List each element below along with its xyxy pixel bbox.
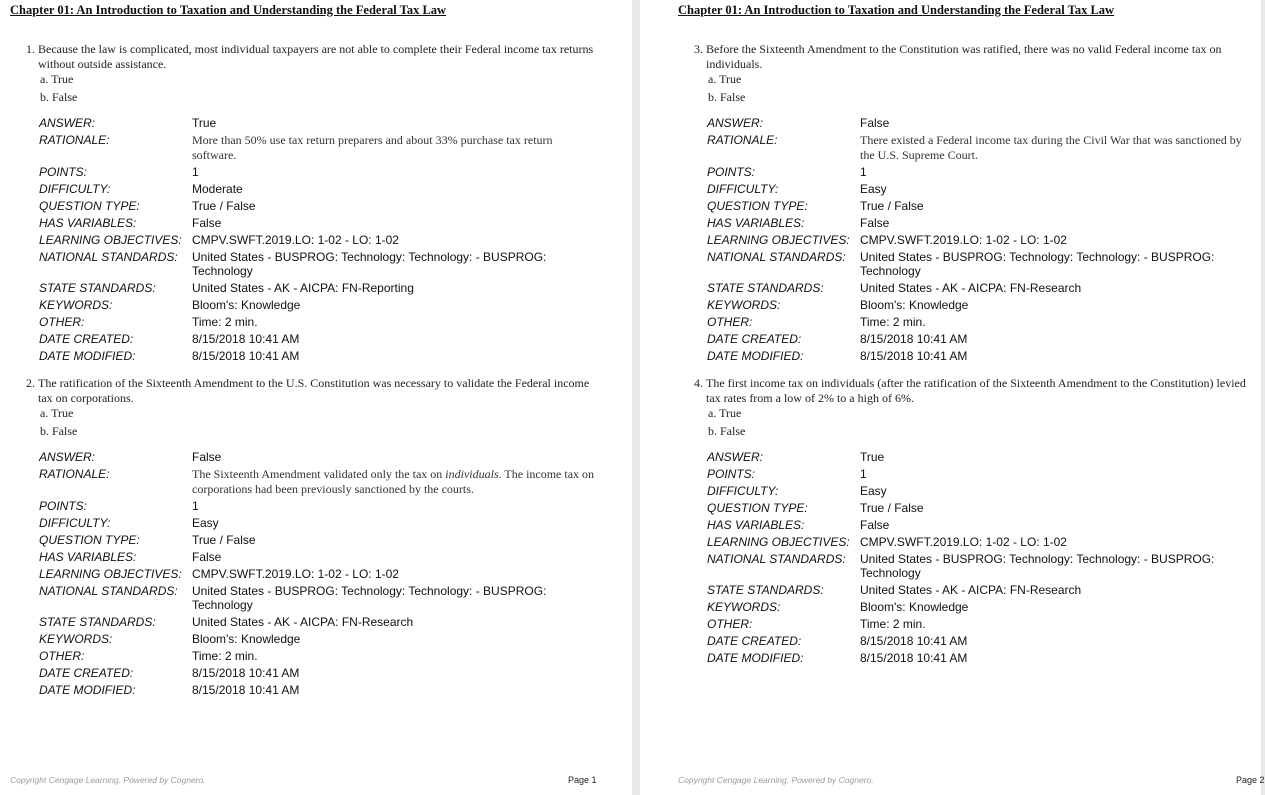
footer-page-number: Page 2 xyxy=(1236,775,1265,785)
choice-false: b. False xyxy=(40,424,78,438)
question-stem xyxy=(26,42,596,71)
keywords-value: Bloom's: Knowledge xyxy=(860,600,969,614)
choice-false: b. False xyxy=(708,90,746,104)
national-standards-value: United States - BUSPROG: Technology: Technology: - BUSPROG: Technology xyxy=(192,584,547,612)
keywords-value: Bloom's: Knowledge xyxy=(192,298,301,312)
national-standards-row xyxy=(707,250,1258,278)
question-type-value: True / False xyxy=(860,501,924,515)
has-variables-label: HAS VARIABLES: xyxy=(39,550,137,564)
rationale-value: More than 50% use tax return preparers and about 33% purchase tax return software. xyxy=(192,133,553,162)
state-standards-value: United States - AK - AICPA: FN-Reporting xyxy=(192,281,414,295)
question-metadata xyxy=(26,116,596,363)
has-variables-value: False xyxy=(860,216,890,230)
answer-value: False xyxy=(192,450,222,464)
points-label: POINTS: xyxy=(39,165,88,179)
date-created-label: DATE CREATED: xyxy=(707,332,802,346)
other-label: OTHER: xyxy=(39,315,85,329)
other-value: Time: 2 min. xyxy=(860,617,926,631)
answer-label: ANSWER: xyxy=(707,450,764,464)
keywords-row xyxy=(707,600,1258,614)
has-variables-row xyxy=(39,550,596,564)
question-type-label: QUESTION TYPE: xyxy=(707,501,808,515)
question-type-label: QUESTION TYPE: xyxy=(39,533,140,547)
state-standards-value: United States - AK - AICPA: FN-Research xyxy=(192,615,414,629)
answer-row xyxy=(39,116,596,130)
points-value: 1 xyxy=(860,165,867,179)
state-standards-row xyxy=(707,583,1258,597)
answer-value: True xyxy=(192,116,217,130)
document-page-1 xyxy=(0,0,632,795)
difficulty-label: DIFFICULTY: xyxy=(39,516,111,530)
keywords-row xyxy=(39,632,596,646)
has-variables-row xyxy=(707,216,1258,230)
difficulty-label: DIFFICULTY: xyxy=(707,484,779,498)
answer-label: ANSWER: xyxy=(39,450,96,464)
difficulty-value: Easy xyxy=(192,516,219,530)
question-text: The first income tax on individuals (after the ratification of the Sixteenth Amendment to the Constitution) levied tax rates from a low of 2% to a high of 6%. xyxy=(706,376,1246,405)
national-standards-row xyxy=(707,552,1258,580)
difficulty-label: DIFFICULTY: xyxy=(39,182,111,196)
national-standards-label: NATIONAL STANDARDS: xyxy=(707,552,846,566)
has-variables-value: False xyxy=(860,518,890,532)
points-row xyxy=(707,467,1258,481)
points-value: 1 xyxy=(192,165,199,179)
has-variables-value: False xyxy=(192,216,222,230)
question-4 xyxy=(694,376,1258,668)
choice-false: b. False xyxy=(40,90,78,104)
question-metadata xyxy=(694,116,1258,363)
national-standards-value: United States - BUSPROG: Technology: Technology: - BUSPROG: Technology xyxy=(860,250,1215,278)
question-type-row xyxy=(39,199,596,213)
choice-false: b. False xyxy=(708,424,746,438)
keywords-value: Bloom's: Knowledge xyxy=(192,632,301,646)
keywords-label: KEYWORDS: xyxy=(39,298,113,312)
keywords-label: KEYWORDS: xyxy=(39,632,113,646)
other-label: OTHER: xyxy=(707,617,753,631)
rationale-emphasis: individuals xyxy=(445,467,499,481)
other-row xyxy=(707,617,1258,631)
learning-objectives-label: LEARNING OBJECTIVES: xyxy=(707,233,850,247)
date-modified-row xyxy=(39,349,596,363)
learning-objectives-value: CMPV.SWFT.2019.LO: 1-02 - LO: 1-02 xyxy=(192,233,399,247)
points-label: POINTS: xyxy=(707,165,756,179)
national-standards-label: NATIONAL STANDARDS: xyxy=(39,584,178,598)
learning-objectives-label: LEARNING OBJECTIVES: xyxy=(39,567,182,581)
points-row xyxy=(707,165,1258,179)
footer-page-number: Page 1 xyxy=(568,775,597,785)
has-variables-row xyxy=(39,216,596,230)
state-standards-row xyxy=(707,281,1258,295)
state-standards-label: STATE STANDARDS: xyxy=(39,281,156,295)
national-standards-label: NATIONAL STANDARDS: xyxy=(39,250,178,264)
question-metadata xyxy=(26,450,596,697)
answer-row xyxy=(707,450,1258,464)
state-standards-value: United States - AK - AICPA: FN-Research xyxy=(860,281,1082,295)
choice-true: a. True xyxy=(40,406,74,420)
date-modified-value: 8/15/2018 10:41 AM xyxy=(860,651,968,665)
state-standards-label: STATE STANDARDS: xyxy=(707,583,824,597)
date-created-value: 8/15/2018 10:41 AM xyxy=(192,666,300,680)
question-type-label: QUESTION TYPE: xyxy=(39,199,140,213)
date-modified-label: DATE MODIFIED: xyxy=(39,349,136,363)
chapter-title: Chapter 01: An Introduction to Taxation and Understanding the Federal Tax Law xyxy=(10,3,447,17)
difficulty-value: Easy xyxy=(860,484,887,498)
state-standards-value: United States - AK - AICPA: FN-Research xyxy=(860,583,1082,597)
date-modified-label: DATE MODIFIED: xyxy=(707,349,804,363)
date-created-value: 8/15/2018 10:41 AM xyxy=(860,634,968,648)
question-number: 2. xyxy=(26,376,35,390)
learning-objectives-value: CMPV.SWFT.2019.LO: 1-02 - LO: 1-02 xyxy=(860,535,1067,549)
question-type-row xyxy=(707,199,1258,213)
difficulty-row xyxy=(707,182,1258,196)
question-type-value: True / False xyxy=(860,199,924,213)
points-label: POINTS: xyxy=(707,467,756,481)
keywords-row xyxy=(707,298,1258,312)
question-2 xyxy=(26,376,596,700)
points-value: 1 xyxy=(860,467,867,481)
other-value: Time: 2 min. xyxy=(192,649,258,663)
other-value: Time: 2 min. xyxy=(860,315,926,329)
points-label: POINTS: xyxy=(39,499,88,513)
date-modified-row xyxy=(707,651,1258,665)
date-modified-row xyxy=(707,349,1258,363)
learning-objectives-label: LEARNING OBJECTIVES: xyxy=(707,535,850,549)
date-created-label: DATE CREATED: xyxy=(707,634,802,648)
answer-value: True xyxy=(860,450,885,464)
choice-true: a. True xyxy=(40,72,74,86)
national-standards-label: NATIONAL STANDARDS: xyxy=(707,250,846,264)
learning-objectives-row xyxy=(39,233,596,247)
question-stem xyxy=(694,376,1258,405)
date-modified-row xyxy=(39,683,596,697)
difficulty-row xyxy=(707,484,1258,498)
has-variables-row xyxy=(707,518,1258,532)
national-standards-row xyxy=(39,250,596,278)
rationale-label: RATIONALE: xyxy=(39,133,110,147)
other-row xyxy=(39,649,596,663)
has-variables-label: HAS VARIABLES: xyxy=(707,216,805,230)
learning-objectives-label: LEARNING OBJECTIVES: xyxy=(39,233,182,247)
question-type-row xyxy=(39,533,596,547)
learning-objectives-value: CMPV.SWFT.2019.LO: 1-02 - LO: 1-02 xyxy=(860,233,1067,247)
document-page-2 xyxy=(640,0,1265,795)
question-stem xyxy=(26,376,596,405)
date-modified-label: DATE MODIFIED: xyxy=(707,651,804,665)
has-variables-label: HAS VARIABLES: xyxy=(39,216,137,230)
date-created-row xyxy=(707,634,1258,648)
choice-true: a. True xyxy=(708,406,742,420)
points-value: 1 xyxy=(192,499,199,513)
rationale-value: There existed a Federal income tax during the Civil War that was sanctioned by the U.S. Supreme Court. xyxy=(860,133,1242,162)
points-row xyxy=(39,499,596,513)
difficulty-value: Easy xyxy=(860,182,887,196)
date-modified-value: 8/15/2018 10:41 AM xyxy=(192,349,300,363)
learning-objectives-row xyxy=(707,233,1258,247)
date-modified-value: 8/15/2018 10:41 AM xyxy=(860,349,968,363)
rationale-label: RATIONALE: xyxy=(707,133,778,147)
footer-copyright: Copyright Cengage Learning. Powered by Cognero. xyxy=(678,775,874,785)
answer-value: False xyxy=(860,116,890,130)
question-3 xyxy=(694,42,1258,366)
difficulty-value: Moderate xyxy=(192,182,243,196)
question-stem xyxy=(694,42,1258,71)
state-standards-label: STATE STANDARDS: xyxy=(39,615,156,629)
question-type-label: QUESTION TYPE: xyxy=(707,199,808,213)
footer-copyright: Copyright Cengage Learning. Powered by Cognero. xyxy=(10,775,206,785)
date-created-row xyxy=(39,666,596,680)
date-created-row xyxy=(707,332,1258,346)
date-created-row xyxy=(39,332,596,346)
question-type-value: True / False xyxy=(192,199,256,213)
difficulty-row xyxy=(39,182,596,196)
rationale-text: The Sixteenth Amendment validated only the tax on xyxy=(192,467,446,481)
has-variables-label: HAS VARIABLES: xyxy=(707,518,805,532)
other-row xyxy=(39,315,596,329)
choice-true: a. True xyxy=(708,72,742,86)
other-row xyxy=(707,315,1258,329)
question-text: Because the law is complicated, most individual taxpayers are not able to complete their Federal income tax returns without outside assistance. xyxy=(38,42,594,71)
other-label: OTHER: xyxy=(707,315,753,329)
question-metadata xyxy=(694,450,1258,665)
date-modified-value: 8/15/2018 10:41 AM xyxy=(192,683,300,697)
national-standards-row xyxy=(39,584,596,612)
question-number: 4. xyxy=(694,376,703,390)
answer-row xyxy=(707,116,1258,130)
difficulty-row xyxy=(39,516,596,530)
date-created-value: 8/15/2018 10:41 AM xyxy=(860,332,968,346)
question-1 xyxy=(26,42,596,366)
answer-label: ANSWER: xyxy=(707,116,764,130)
question-number: 3. xyxy=(694,42,703,56)
learning-objectives-value: CMPV.SWFT.2019.LO: 1-02 - LO: 1-02 xyxy=(192,567,399,581)
points-row xyxy=(39,165,596,179)
other-value: Time: 2 min. xyxy=(192,315,258,329)
question-text: The ratification of the Sixteenth Amendment to the U.S. Constitution was necessary to validate the Federal income tax on corporations. xyxy=(38,376,590,405)
difficulty-label: DIFFICULTY: xyxy=(707,182,779,196)
date-created-label: DATE CREATED: xyxy=(39,666,134,680)
chapter-title: Chapter 01: An Introduction to Taxation and Understanding the Federal Tax Law xyxy=(678,3,1115,17)
rationale-value xyxy=(192,467,596,496)
other-label: OTHER: xyxy=(39,649,85,663)
answer-row xyxy=(39,450,596,464)
keywords-row xyxy=(39,298,596,312)
has-variables-value: False xyxy=(192,550,222,564)
question-number: 1. xyxy=(26,42,35,56)
learning-objectives-row xyxy=(39,567,596,581)
answer-label: ANSWER: xyxy=(39,116,96,130)
keywords-label: KEYWORDS: xyxy=(707,298,781,312)
state-standards-row xyxy=(39,615,596,629)
state-standards-label: STATE STANDARDS: xyxy=(707,281,824,295)
learning-objectives-row xyxy=(707,535,1258,549)
date-created-label: DATE CREATED: xyxy=(39,332,134,346)
national-standards-value: United States - BUSPROG: Technology: Technology: - BUSPROG: Technology xyxy=(860,552,1215,580)
state-standards-row xyxy=(39,281,596,295)
rationale-row xyxy=(707,133,1258,162)
national-standards-value: United States - BUSPROG: Technology: Technology: - BUSPROG: Technology xyxy=(192,250,547,278)
question-text: Before the Sixteenth Amendment to the Constitution was ratified, there was no valid Federal income tax on individuals. xyxy=(706,42,1222,71)
rationale-text-end: . The income tax on corporations had been previously sanctioned by the courts. xyxy=(192,467,595,496)
question-type-row xyxy=(707,501,1258,515)
keywords-value: Bloom's: Knowledge xyxy=(860,298,969,312)
keywords-label: KEYWORDS: xyxy=(707,600,781,614)
date-created-value: 8/15/2018 10:41 AM xyxy=(192,332,300,346)
date-modified-label: DATE MODIFIED: xyxy=(39,683,136,697)
question-type-value: True / False xyxy=(192,533,256,547)
rationale-label: RATIONALE: xyxy=(39,467,110,481)
rationale-row xyxy=(39,467,596,496)
rationale-row xyxy=(39,133,596,162)
